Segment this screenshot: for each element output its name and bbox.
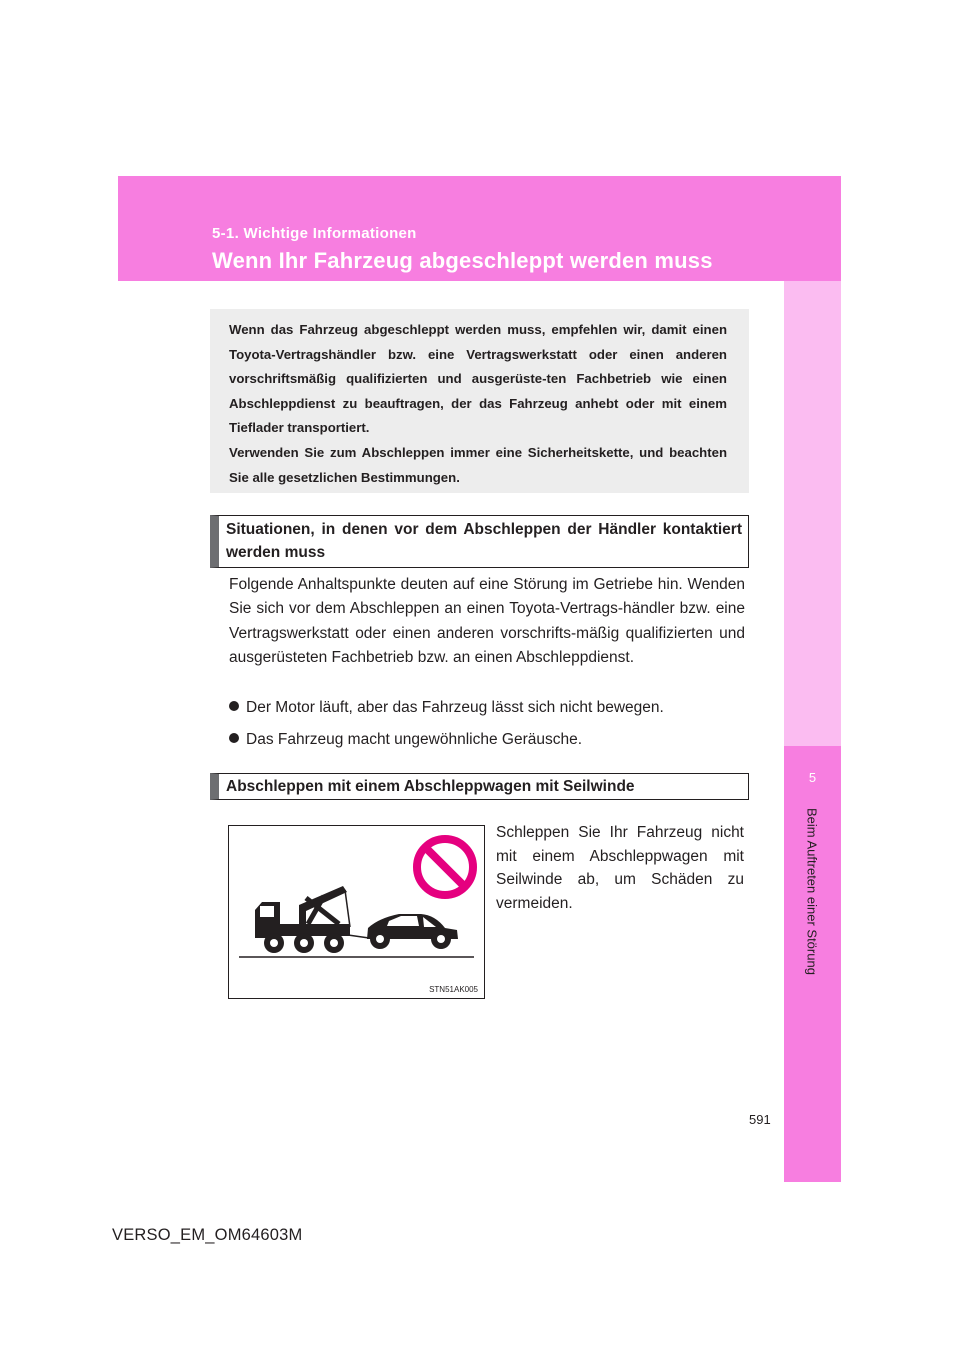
page-title: Wenn Ihr Fahrzeug abgeschleppt werden muss — [212, 248, 713, 273]
intro-box — [210, 309, 749, 493]
side-tab-background — [784, 281, 841, 746]
tow-warning-text: Schleppen Sie Ihr Fahrzeug nicht mit einem Abschleppwagen mit Seilwinde ab, um Schäden zu vermeiden. — [496, 824, 744, 912]
list-item-text: Das Fahrzeug macht ungewöhnliche Geräusche. — [246, 731, 583, 748]
section-heading-dealer-contact: Situationen, in denen vor dem Abschleppen der Händler kontaktiert werden muss — [210, 515, 749, 568]
bullet-icon — [229, 733, 239, 743]
tow-truck-illustration — [228, 825, 485, 999]
header-band — [118, 176, 841, 281]
section-label: 5-1. Wichtige Informationen — [212, 225, 417, 242]
document-code: VERSO_EM_OM64603M — [112, 1226, 303, 1244]
figure-code: STN51AK005 — [429, 985, 478, 994]
chapter-tab[interactable] — [784, 746, 841, 1182]
intro-paragraph: Verwenden Sie zum Abschleppen immer eine Sicherheitskette, und beachten Sie alle gesetzlichen Bestimmungen. — [229, 444, 727, 485]
section-body-text: Folgende Anhaltspunkte deuten auf eine Störung im Getriebe hin. Wenden Sie sich vor dem Abschleppen an einen Toyota-Vertrags-händler bzw. eine Vertragswerkstatt oder einen anderen vorschrifts-mäßig qualifizierten und ausgerüsteten Fachbetrieb bzw. an einen Abschleppdienst. — [229, 576, 745, 666]
list-item — [229, 731, 745, 749]
page-number: 591 — [749, 1112, 771, 1127]
chapter-number: 5 — [808, 770, 817, 785]
list-item — [229, 699, 745, 717]
list-item-text: Der Motor läuft, aber das Fahrzeug lässt sich nicht bewegen. — [246, 699, 664, 716]
intro-paragraph: Wenn das Fahrzeug abgeschleppt werden muss, empfehlen wir, damit einen Toyota-Vertragshändler bzw. eine Vertragswerkstatt oder einen anderen vorschriftsmäßig qualifizierten und ausgerüste-ten Fachbetrieb wie einen Abschleppdienst zu beauftragen, der das Fahrzeug anhebt oder mit einem Tieflader transportiert. — [229, 322, 727, 436]
chapter-title: Beim Auftreten einer Störung — [804, 808, 820, 975]
bullet-icon — [229, 701, 239, 711]
intro-text — [229, 318, 727, 490]
tow-truck-prohibited-icon — [229, 826, 484, 998]
section-heading-tow-truck: Abschleppen mit einem Abschleppwagen mit Seilwinde — [210, 773, 749, 800]
